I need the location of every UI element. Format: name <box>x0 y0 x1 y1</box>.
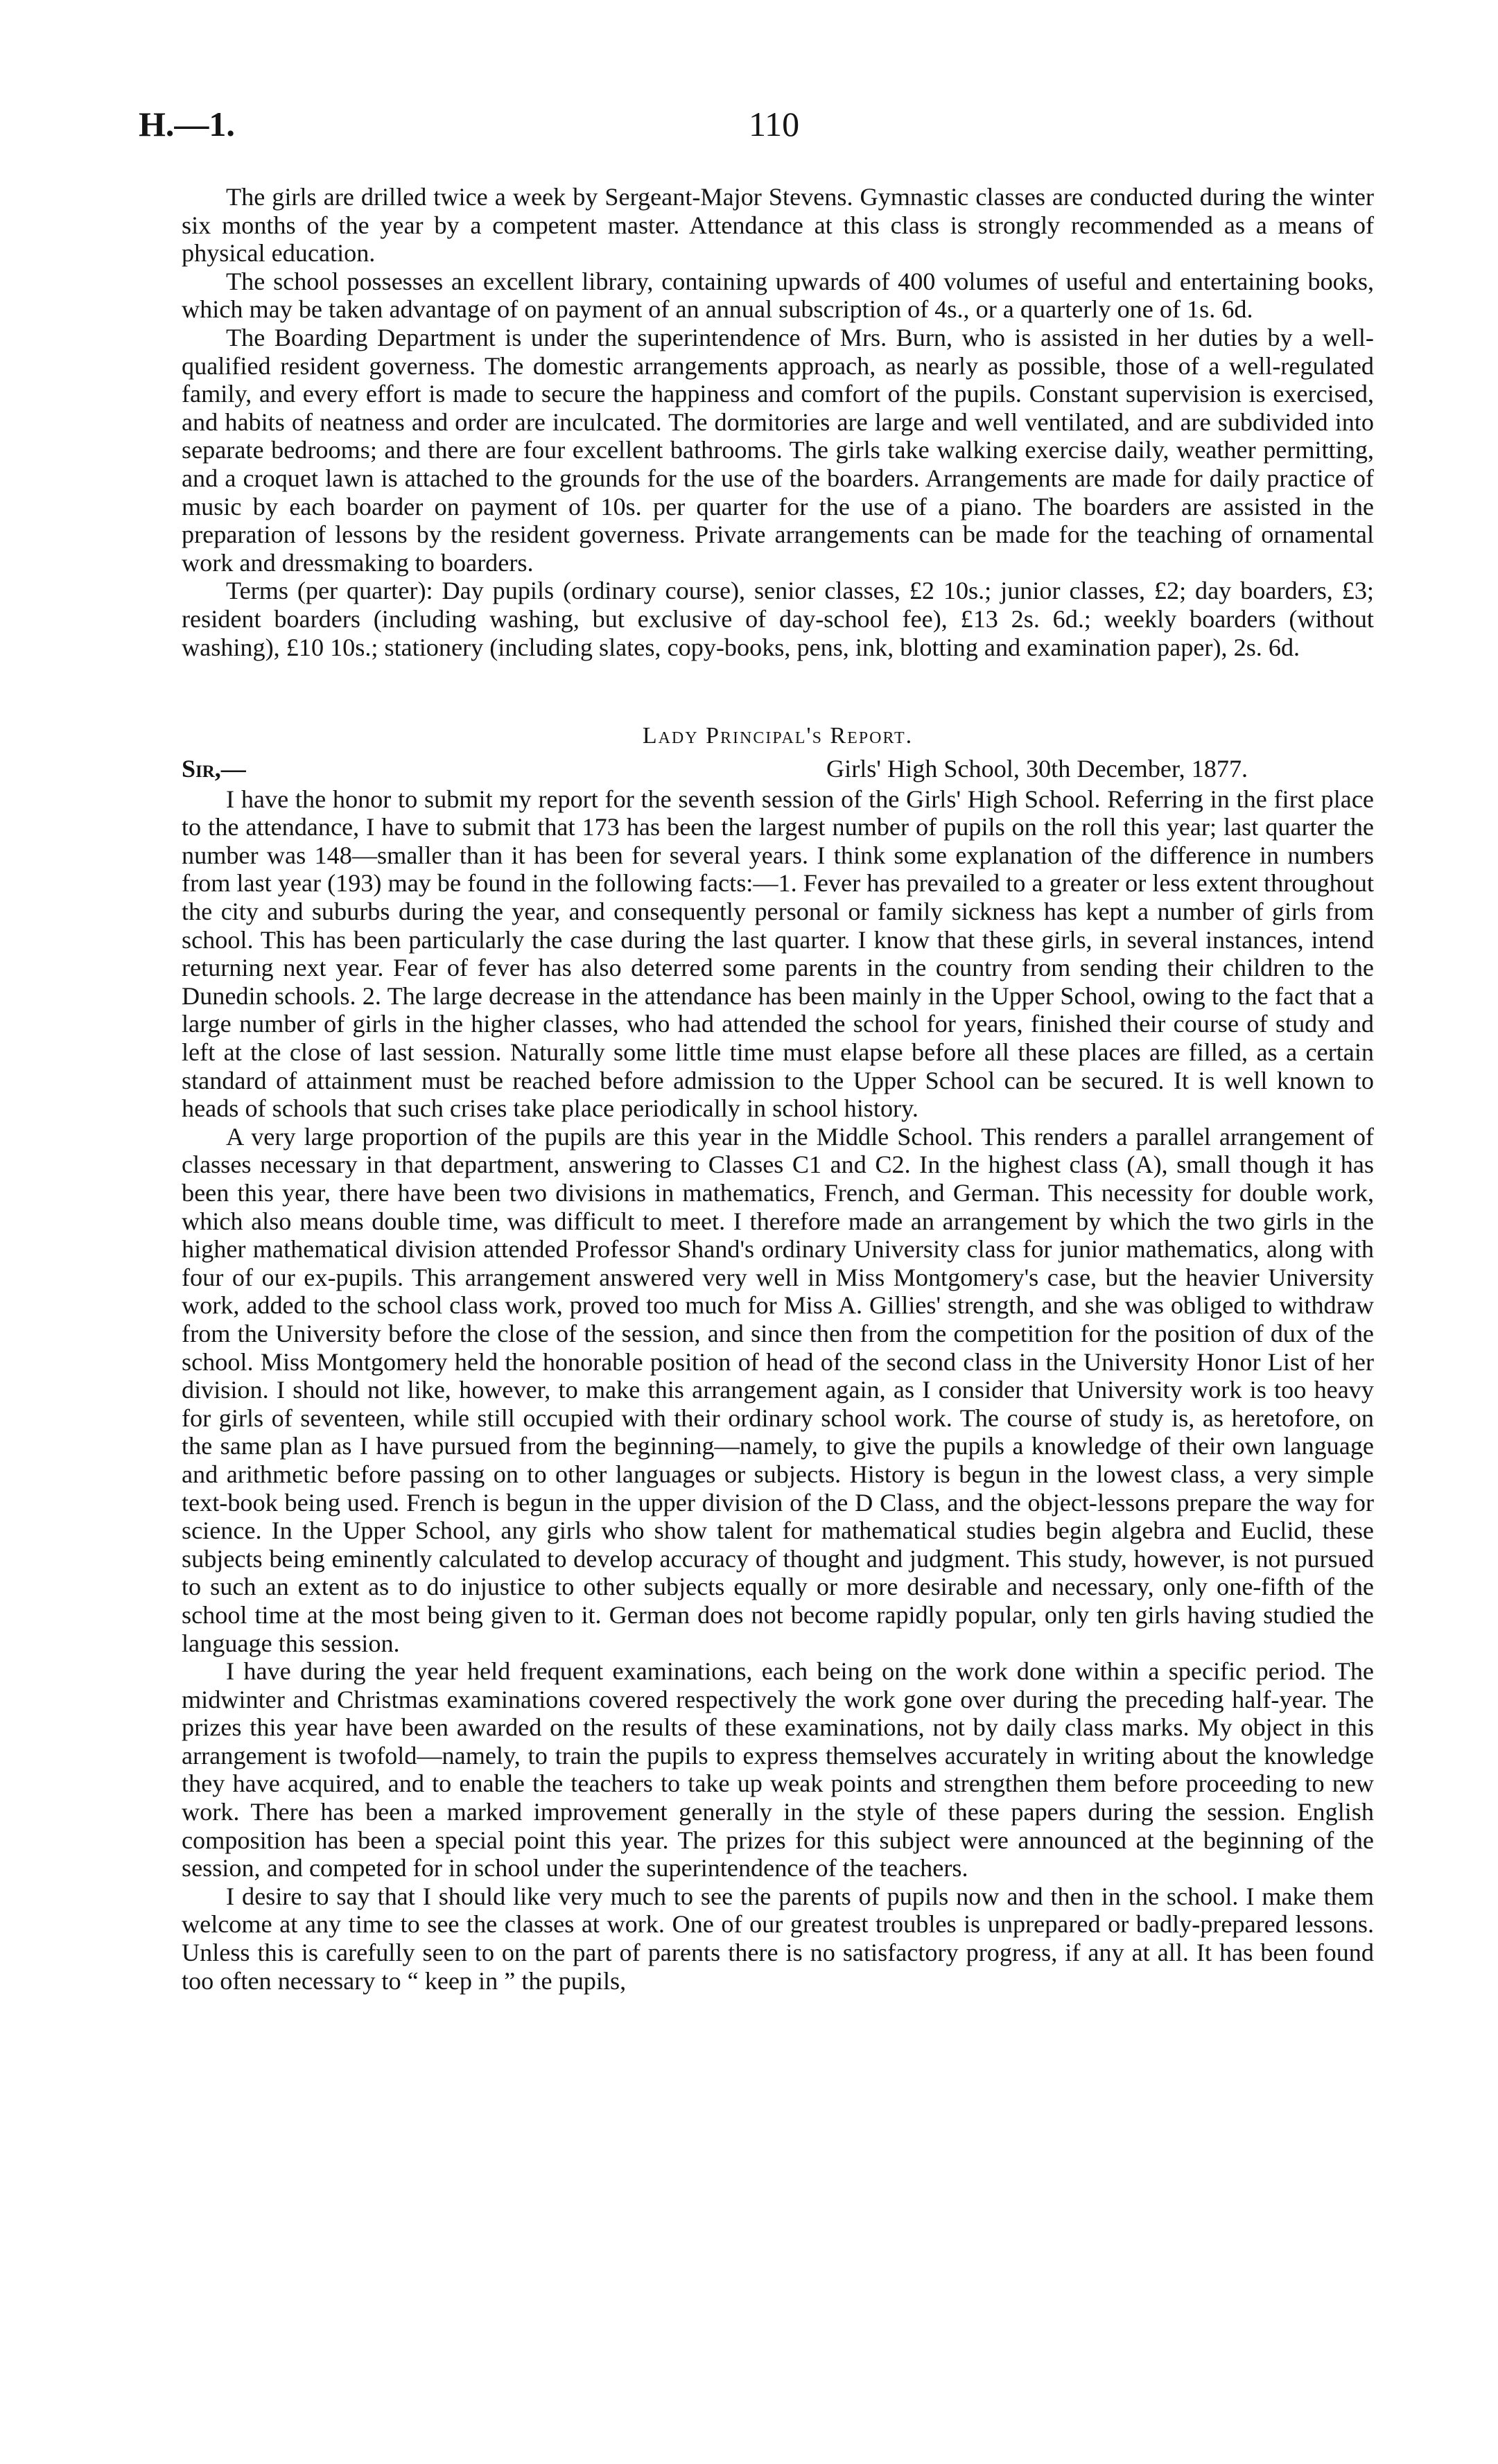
paragraph-library: The school possesses an excellent library, containing upwards of 400 volumes of useful and entertaining books, which may be taken advantage of on payment of an annual subscription of 4s., or a quarterly one of 1s. 6d. <box>182 267 1374 324</box>
paragraph-middle-school: A very large proportion of the pupils are this year in the Middle School. This renders a parallel arrangement of classes necessary in that department, answering to Classes C1 and C2. In the highest class (A), small though it has been this year, there have been two divisions in mathematics, French, and German. This necessity for double work, which also means double time, was difficult to meet. I therefore made an arrangement by which the two girls in the higher mathematical division attended Professor Shand's ordinary University class for junior mathematics, along with four of our ex-pupils. This arrangement answered very well in Miss Montgomery's case, but the heavier University work, added to the school class work, proved too much for Miss A. Gillies' strength, and she was obliged to withdraw from the University before the close of the session, and since then from the competition for the position of dux of the school. Miss Montgomery held the honorable position of head of the second class in the University Honor List of her division. I should not like, however, to make this arrangement again, as I consider that University work is too heavy for girls of seventeen, while still occupied with their ordinary school work. The course of study is, as heretofore, on the same plan as I have pursued from the beginning—namely, to give the pupils a knowledge of their own language and arithmetic before passing on to other languages or subjects. History is begun in the lowest class, a very simple text-book being used. French is begun in the upper division of the D Class, and the object-lessons prepare the way for science. In the Upper School, any girls who show talent for mathematical studies begin algebra and Euclid, these subjects being eminently calculated to develop accuracy of thought and judgment. This study, however, is not pursued to such an extent as to do injustice to other subjects equally or more desirable and necessary, only one-fifth of the school time at the most being given to it. German does not become rapidly popular, only ten girls having studied the language this session. <box>182 1122 1374 1657</box>
paragraph-attendance: I have the honor to submit my report for the seventh session of the Girls' High School. Referring in the first place to the attendance, I have to submit that 173 has been the largest number of pupils on the roll this year; last quarter the number was 148—smaller than it has been for several years. I think some explanation of the difference in numbers from last year (193) may be found in the following facts:—1. Fever has prevailed to a greater or less extent throughout the city and suburbs during the year, and consequently personal or family sickness has kept a number of girls from school. This has been particularly the case during the last quarter. I know that these girls, in several instances, intend returning next year. Fear of fever has also deterred some parents in the country from sending their children to the Dunedin schools. 2. The large decrease in the attendance has been mainly in the Upper School, owing to the fact that a large number of girls in the higher classes, who had attended the school for years, finished their course of study and left at the close of last session. Naturally some little time must elapse before all these places are filled, as a certain standard of attainment must be reached before admission to the Upper School can be secured. It is well known to heads of schools that such crises take place periodically in school history. <box>182 785 1374 1123</box>
page-header <box>139 104 1373 159</box>
dateline: Girls' High School, 30th December, 1877. <box>826 754 1248 783</box>
paragraph-boarding: The Boarding Department is under the superintendence of Mrs. Burn, who is assisted in her duties by a well-qualified resident governess. The domestic arrangements approach, as nearly as possible, those of a well-regulated family, and every effort is made to secure the happiness and comfort of the pupils. Constant supervision is exercised, and habits of neatness and order are inculcated. The dormitories are large and well ventilated, and are subdivided into separate bedrooms; and there are four excellent bathrooms. The girls take walking exercise daily, weather permitting, and a croquet lawn is attached to the grounds for the use of the boarders. Arrangements are made for daily practice of music by each boarder on payment of 10s. per quarter for the use of a piano. The boarders are assisted in the preparation of lessons by the resident governess. Private arrangements can be made for the teaching of ornamental work and dressmaking to boarders. <box>182 323 1374 577</box>
page-body <box>182 183 1374 1995</box>
paragraph-parents: I desire to say that I should like very much to see the parents of pupils now and then in the school. I make them welcome at any time to see the classes at work. One of our greatest troubles is unprepared or badly-prepared lessons. Unless this is carefully seen to on the part of parents there is no satisfactory progress, if any at all. It has been found too often necessary to “ keep in ” the pupils, <box>182 1882 1374 1995</box>
report-reference: H.—1. <box>139 105 235 143</box>
page-number: 110 <box>749 105 800 143</box>
paragraph-examinations: I have during the year held frequent examinations, each being on the work done within a specific period. The midwinter and Christmas examinations covered respectively the work gone over during the preceding half-year. The prizes this year have been awarded on the results of these examinations, not by daily class marks. My object in this arrangement is twofold—namely, to train the pupils to express themselves accurately in writing about the knowledge they have acquired, and to enable the teachers to take up weak points and strengthen them before proceeding to new work. There has been a marked improvement generally in the style of these papers during the session. English composition has been a special point this year. The prizes for this subject were announced at the beginning of the session, and competed for in school under the superintendence of the teachers. <box>182 1657 1374 1882</box>
paragraph-gymnastics: The girls are drilled twice a week by Sergeant-Major Stevens. Gymnastic classes are conducted during the winter six months of the year by a competent master. Attendance at this class is strongly recommended as a means of physical education. <box>182 183 1374 268</box>
salutation: Sir,— <box>182 754 246 783</box>
salutation-line <box>182 755 1374 785</box>
report-title: Lady Principal's Report. <box>642 723 914 749</box>
paragraph-terms: Terms (per quarter): Day pupils (ordinary course), senior classes, £2 10s.; junior classes, £2; day boarders, £3; resident boarders (including washing, but exclusive of day-school fee), £13 2s. 6d.; weekly boarders (without washing), £10 10s.; stationery (including slates, copy-books, pens, ink, blotting and examination paper), 2s. 6d. <box>182 577 1374 661</box>
